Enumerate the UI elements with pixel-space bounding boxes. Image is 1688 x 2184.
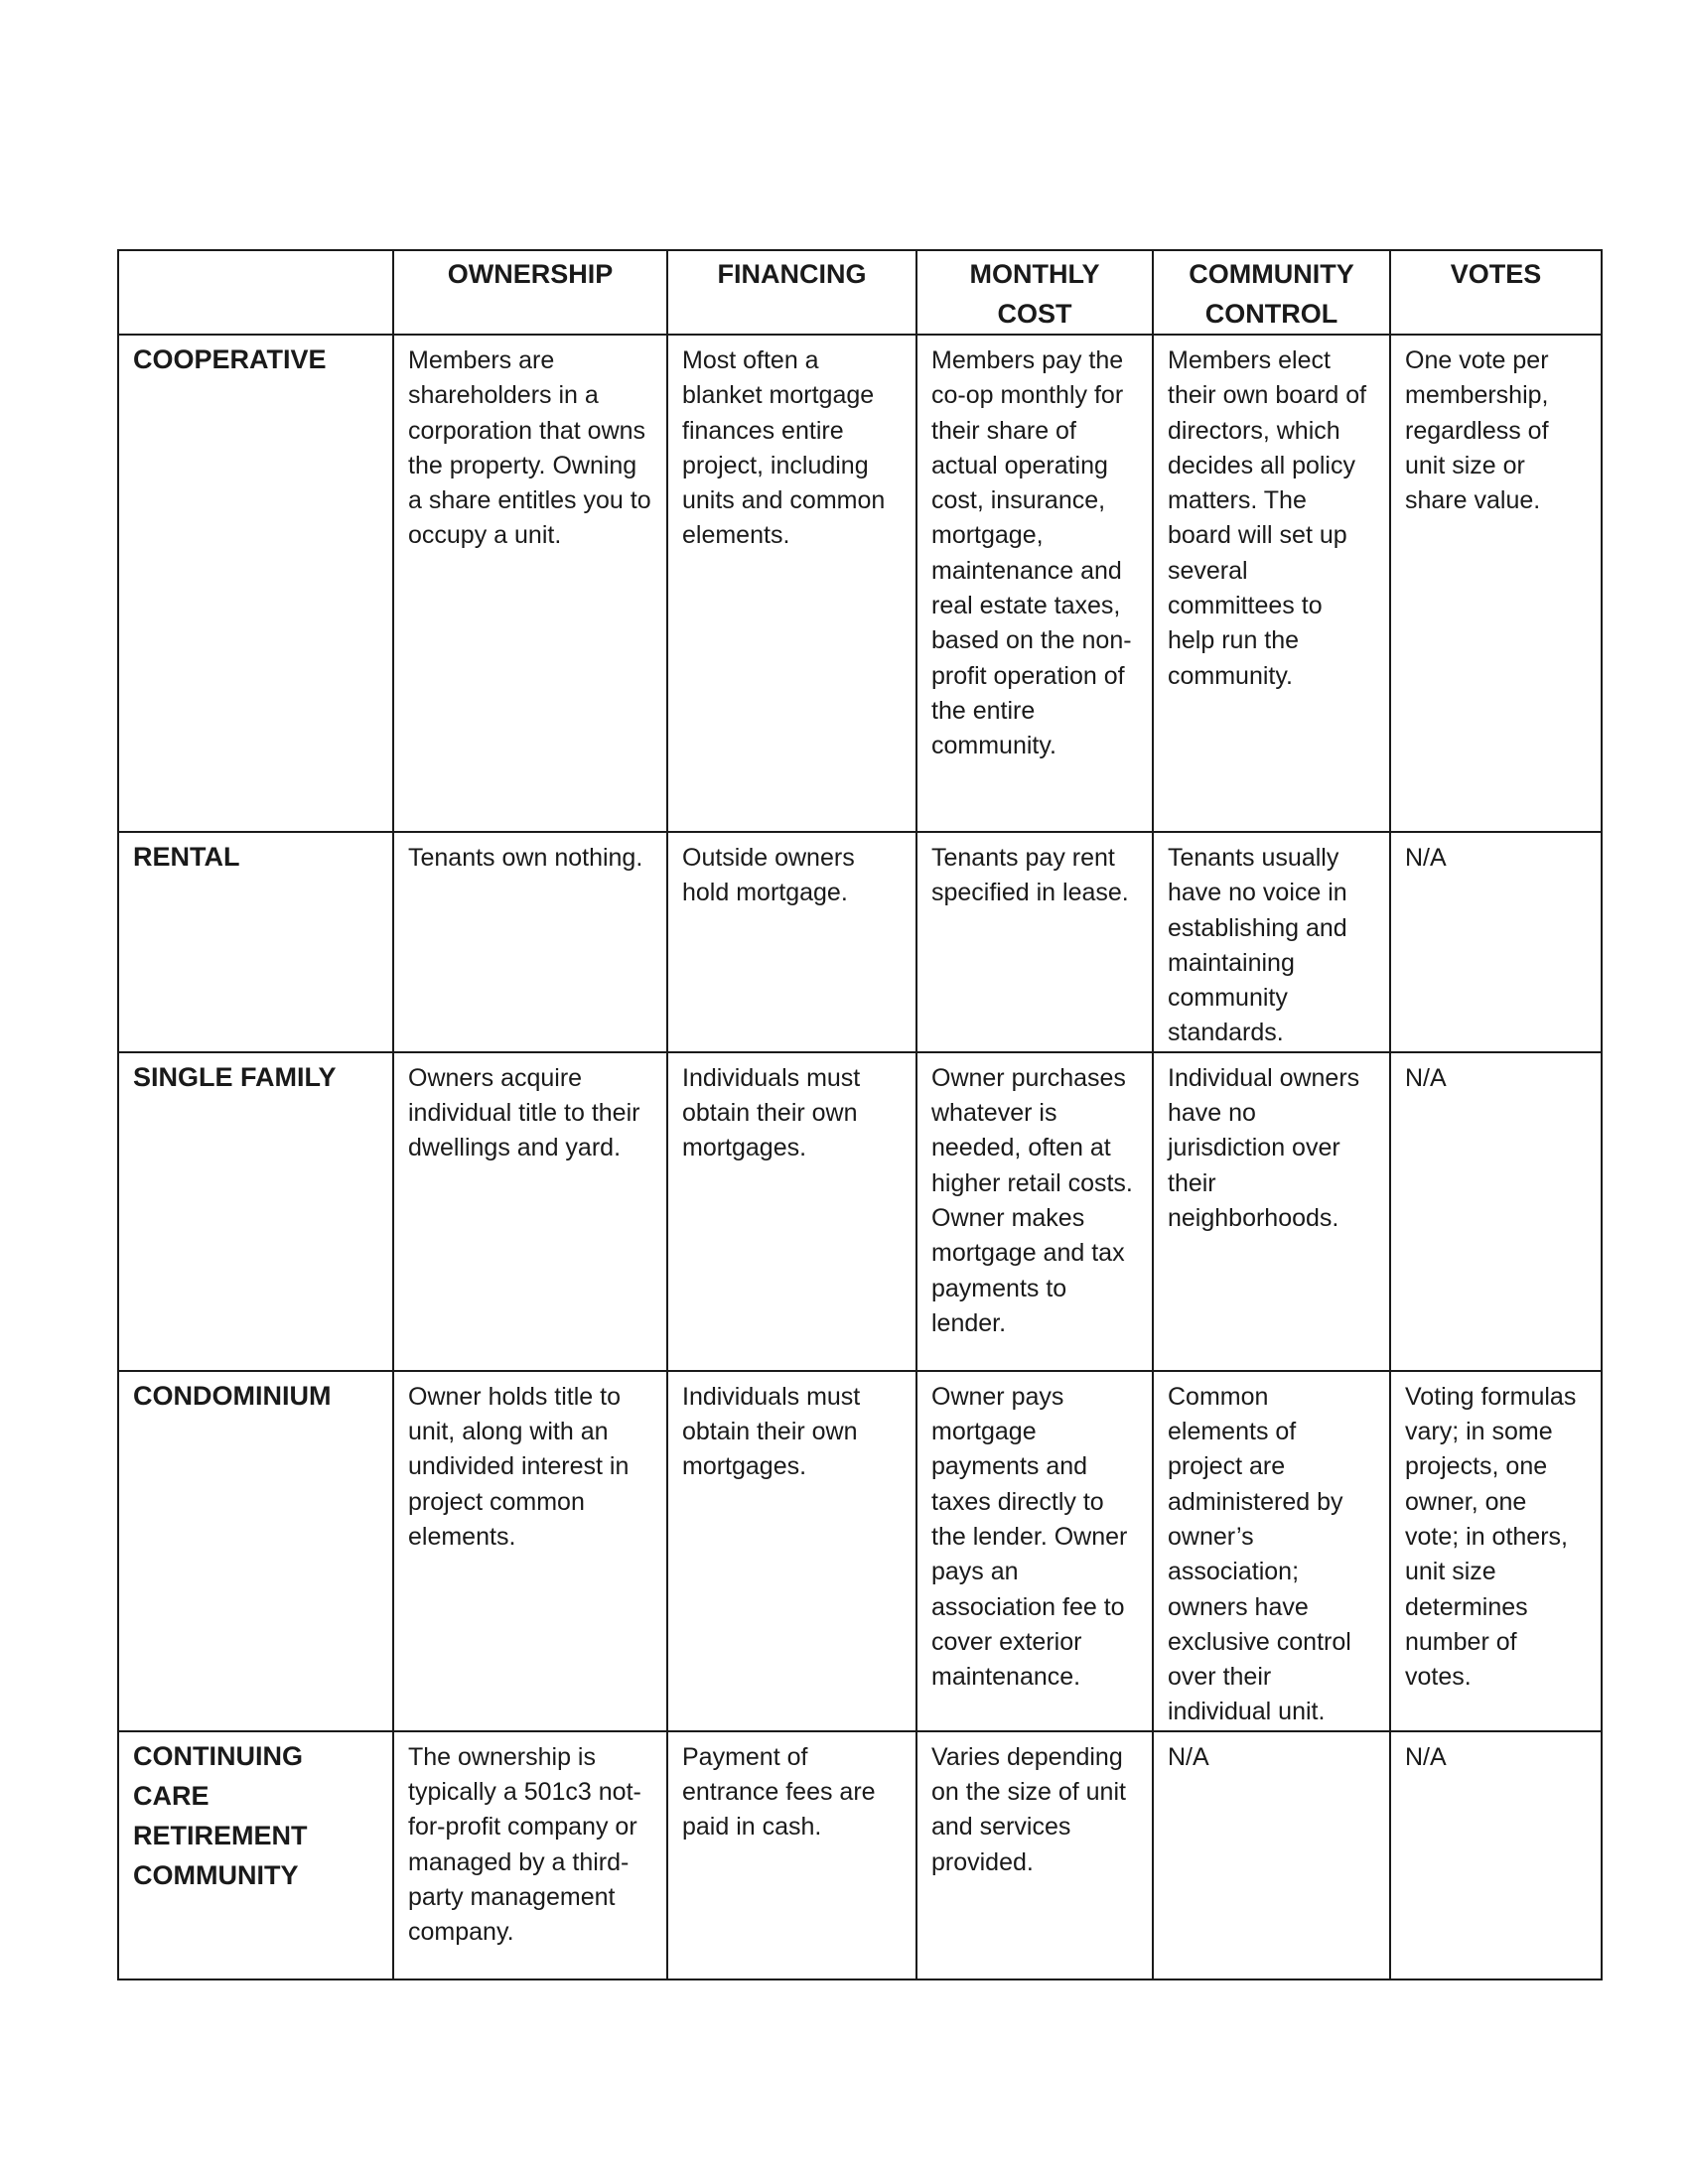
cell-community-control: Common elements of project are administered by owner’s association; owners have exclusive control over their individual unit. [1153, 1371, 1390, 1731]
cell-financing: Payment of entrance fees are paid in cash. [667, 1731, 916, 1979]
table-row [118, 832, 1602, 1052]
cell-financing: Individuals must obtain their own mortgages. [667, 1371, 916, 1731]
cell-votes: N/A [1390, 1052, 1602, 1371]
header-votes: VOTES [1390, 250, 1602, 335]
cell-monthly-cost: Members pay the co-op monthly for their share of actual operating cost, insurance, mortgage, maintenance and real estate taxes, based on the non-profit operation of the entire community. [916, 335, 1153, 832]
cell-community-control: N/A [1153, 1731, 1390, 1979]
row-label: RENTAL [118, 832, 393, 1052]
cell-monthly-cost: Owner purchases whatever is needed, often at higher retail costs. Owner makes mortgage and tax payments to lender. [916, 1052, 1153, 1371]
header-community-control: COMMUNITY CONTROL [1153, 250, 1390, 335]
table-row [118, 335, 1602, 832]
cell-votes: One vote per membership, regardless of unit size or share value. [1390, 335, 1602, 832]
cell-ownership: Owner holds title to unit, along with an undivided interest in project common elements. [393, 1371, 667, 1731]
header-blank [118, 250, 393, 335]
cell-ownership: Owners acquire individual title to their dwellings and yard. [393, 1052, 667, 1371]
header-monthly-cost: MONTHLY COST [916, 250, 1153, 335]
header-ownership: OWNERSHIP [393, 250, 667, 335]
housing-comparison-table [117, 249, 1603, 1980]
cell-votes: Voting formulas vary; in some projects, one owner, one vote; in others, unit size determines number of votes. [1390, 1371, 1602, 1731]
cell-votes: N/A [1390, 1731, 1602, 1979]
cell-monthly-cost: Owner pays mortgage payments and taxes directly to the lender. Owner pays an association fee to cover exterior maintenance. [916, 1371, 1153, 1731]
cell-financing: Most often a blanket mortgage finances entire project, including units and common elements. [667, 335, 916, 832]
cell-community-control: Individual owners have no jurisdiction over their neighborhoods. [1153, 1052, 1390, 1371]
cell-community-control: Tenants usually have no voice in establishing and maintaining community standards. [1153, 832, 1390, 1052]
cell-ownership: Members are shareholders in a corporation that owns the property. Owning a share entitles you to occupy a unit. [393, 335, 667, 832]
row-label: CONDOMINIUM [118, 1371, 393, 1731]
table-row [118, 1052, 1602, 1371]
table-row [118, 1371, 1602, 1731]
cell-votes: N/A [1390, 832, 1602, 1052]
row-label: SINGLE FAMILY [118, 1052, 393, 1371]
cell-ownership: Tenants own nothing. [393, 832, 667, 1052]
cell-ownership: The ownership is typically a 501c3 not-for-profit company or managed by a third-party management company. [393, 1731, 667, 1979]
cell-financing: Outside owners hold mortgage. [667, 832, 916, 1052]
cell-monthly-cost: Tenants pay rent specified in lease. [916, 832, 1153, 1052]
table-row [118, 1731, 1602, 1979]
row-label: CONTINUING CARE RETIREMENT COMMUNITY [118, 1731, 393, 1979]
cell-community-control: Members elect their own board of directors, which decides all policy matters. The board will set up several committees to help run the community. [1153, 335, 1390, 832]
cell-financing: Individuals must obtain their own mortgages. [667, 1052, 916, 1371]
table-header-row [118, 250, 1602, 335]
row-label: COOPERATIVE [118, 335, 393, 832]
header-financing: FINANCING [667, 250, 916, 335]
cell-monthly-cost: Varies depending on the size of unit and services provided. [916, 1731, 1153, 1979]
